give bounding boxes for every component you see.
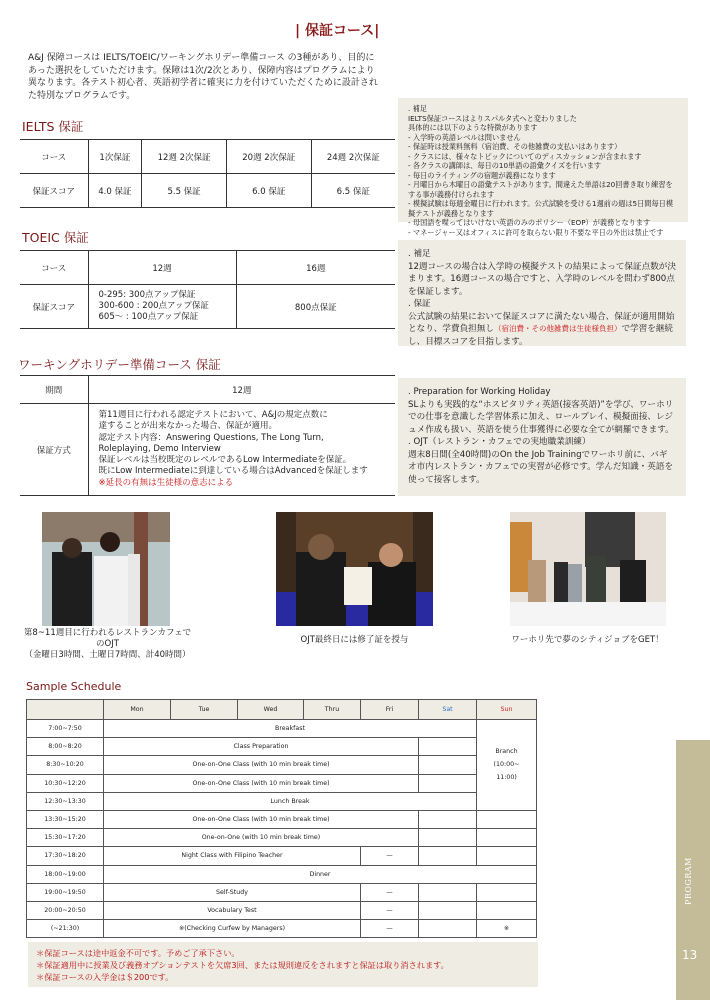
table-cell: 16週 — [236, 251, 395, 285]
sunday-note-line: Branch — [495, 748, 518, 756]
table-cell: 期間 — [20, 376, 88, 404]
ielts-table — [20, 139, 395, 208]
sat-cell — [419, 901, 477, 919]
toeic-heading: TOEIC 保証 — [22, 230, 89, 245]
ielts-note-box — [398, 98, 688, 237]
fri-cell: — — [361, 901, 419, 919]
fri-cell: — — [361, 883, 419, 901]
footnotes-box — [28, 942, 538, 987]
table-cell: 12週 — [88, 376, 395, 404]
schedule-row — [27, 738, 537, 756]
caption-line: 第8~11週目に行われるレストランカフェでのOJT — [23, 628, 192, 649]
sunday-branch-cell — [477, 720, 537, 811]
table-cell — [88, 285, 236, 329]
sat-cell — [419, 847, 477, 865]
table-cell: 1次保証 — [88, 140, 142, 174]
caption-line: （金曜日3時間、土曜日7時間、計40時間） — [24, 650, 191, 660]
wh-period-row — [20, 376, 395, 404]
note-text-part: で学習を継続し、目標スコアを目指します。 — [408, 324, 674, 347]
activity-cell: Class Preparation — [104, 738, 419, 756]
toeic-note-box — [398, 240, 686, 346]
table-cell: 保証スコア — [20, 174, 88, 208]
sun-cell — [477, 901, 537, 919]
photo-restaurant-image — [42, 512, 170, 626]
schedule-row — [27, 774, 537, 792]
sat-cell — [419, 738, 477, 756]
method-line: 達することが出来なかった場合、保証が適用。 — [98, 421, 278, 432]
sat-cell — [419, 756, 477, 774]
footnote: ＊保証適用中に授業及び義務オプションテストを欠席3回、または規則違反をされますと保証は取り消されます。 — [36, 960, 449, 970]
table-cell: 4.0 保証 — [88, 174, 142, 208]
day-thu: Thru — [304, 700, 361, 720]
sun-cell — [477, 883, 537, 901]
time-cell: 10:30~12:20 — [27, 774, 104, 792]
day-sat: Sat — [419, 700, 477, 720]
time-cell: 15:30~17:20 — [27, 829, 104, 847]
time-cell: 19:00~19:50 — [27, 883, 104, 901]
table-cell — [27, 700, 104, 720]
method-line: 第11週目に行われる認定テストにおいて、A&Jの規定点数に — [98, 409, 328, 420]
time-cell: 13:30~15:20 — [27, 810, 104, 828]
fri-cell: — — [361, 920, 419, 938]
sunday-note-line: 11:00) — [496, 774, 517, 782]
table-cell: 保証方式 — [20, 404, 88, 496]
time-cell: 18:00~19:00 — [27, 865, 104, 883]
ielts-score-row — [20, 174, 395, 208]
schedule-row — [27, 720, 537, 738]
activity-cell: One-on-One Class (with 10 min break time) — [104, 756, 419, 774]
time-cell: 8:00~8:20 — [27, 738, 104, 756]
activity-cell: Night Class with Filipino Teacher — [104, 847, 361, 865]
working-holiday-note-box — [398, 378, 686, 496]
note-line: 具体的には以下のような特徴があります — [408, 123, 538, 132]
sat-cell — [419, 883, 477, 901]
method-note-red: ※延長の有無は生徒様の意志による — [98, 477, 234, 488]
photo-city-job-image — [510, 512, 666, 626]
schedule-table — [26, 699, 537, 938]
table-cell: 800点保証 — [236, 285, 395, 329]
note-line: - 各クラスの講師は、毎日の10単語の語彙クイズを行います — [408, 161, 602, 170]
activity-cell: Dinner — [104, 865, 537, 883]
schedule-row — [27, 920, 537, 938]
note-line: - 母国語を喋ってはいけない英語のみのポリシー（EOP）が義務となります — [408, 218, 651, 227]
schedule-row — [27, 883, 537, 901]
activity-cell: Self-Study — [104, 883, 361, 901]
table-cell: 12週 — [88, 251, 236, 285]
sunday-note-line: (10:00~ — [493, 761, 520, 769]
table-cell: コース — [20, 251, 88, 285]
note-text: SLよりも実践的な“ホスピタリティ英語(接客英語)”を学び、ワーホリでの仕事を意識した学習体系に加え、ロールプレイ、模擬面接、レジュメ作成も扱い、英語を使う仕事獲得に必要な全てが網羅できます。 — [408, 399, 674, 435]
note-line: IELTS保証コースはよりスパルタ式へと変わりました — [408, 113, 577, 123]
activity-cell: Vocabulary Test — [104, 901, 361, 919]
note-text-part: 公式試験の結果において保証スコアに満たない場合、保証が適用開始となり、学費負担無し — [408, 311, 675, 334]
schedule-row — [27, 847, 537, 865]
sat-cell — [419, 774, 477, 792]
activity-cell: ※(Checking Curfew by Managers) — [104, 920, 361, 938]
working-holiday-table — [20, 375, 395, 496]
note-title: . Preparation for Working Holiday — [408, 387, 551, 397]
sat-cell — [419, 829, 477, 847]
note-line: - マネージャー又はオフィスに許可を取らない限り不要な平日の外出は禁止です — [408, 227, 664, 237]
note-text: 12週コースの場合は入学時の模擬テストの結果によって保証点数が決まります。16週コースの場合ですと、入学時のレベルを問わず800点を保証します。 — [408, 261, 676, 297]
note-line: - 模擬試験は毎週金曜日に行われます。公式試験を受ける1週前の週は5日間毎日模擬テストが義務となります — [408, 199, 674, 218]
day-tue: Tue — [171, 700, 238, 720]
table-cell: コース — [20, 140, 88, 174]
photo-city-job — [510, 512, 666, 626]
activity-cell: One-on-One Class (with 10 min break time) — [104, 774, 419, 792]
note-line: - 毎日のライティングの宿題が義務になります — [408, 170, 556, 180]
note-line: - 保証時は授業料無料（宿泊費、その他雑費の支払いはあります） — [408, 142, 622, 151]
method-line: Roleplaying, Demo Interview — [98, 443, 221, 454]
score-line: 300-600 : 200点アップ保証 — [98, 301, 209, 311]
day-sun: Sun — [477, 700, 537, 720]
footnote: ＊保証コースの入学金は＄200です。 — [36, 972, 174, 982]
table-cell: 20週 2次保証 — [226, 140, 311, 174]
method-line: 既にLow Intermediateに到達している場合はAdvancedを保証します — [98, 466, 368, 477]
note-line: - 入学時の英語レベルは問いません — [408, 132, 521, 142]
table-cell: 5.5 保証 — [142, 174, 227, 208]
time-cell: 20:00~20:50 — [27, 901, 104, 919]
sat-cell — [419, 810, 477, 828]
schedule-header-row — [27, 700, 537, 720]
photo-caption-3: ワーホリ先で夢のシティジョブをGET！ — [511, 635, 664, 645]
time-cell: 8:30~10:20 — [27, 756, 104, 774]
sun-cell — [477, 829, 537, 847]
page-title: | 保証コース| — [295, 23, 380, 39]
day-wed: Wed — [238, 700, 304, 720]
schedule-row — [27, 829, 537, 847]
schedule-row — [27, 792, 537, 810]
note-text: 週末8日間(全40時間)のOn the Job Trainingでワーホリ前に、バギオ市内レストラン・カフェでの実習が必修です。学んだ知識・英語を使って接客します。 — [408, 449, 674, 485]
note-text-red: （宿泊費・その他雑費は生徒様負担） — [493, 324, 622, 333]
fri-cell: — — [361, 847, 419, 865]
table-cell: 12週 2次保証 — [142, 140, 227, 174]
table-cell: 6.0 保証 — [226, 174, 311, 208]
schedule-row — [27, 810, 537, 828]
toeic-course-row — [20, 251, 395, 285]
schedule-heading: Sample Schedule — [26, 680, 122, 693]
side-tab — [676, 740, 710, 1000]
note-title: . OJT（レストラン・カフェでの実地職業訓練） — [408, 437, 591, 447]
table-cell: 24週 2次保証 — [311, 140, 395, 174]
table-cell — [88, 404, 395, 496]
score-line: 0-295: 300点アップ保証 — [98, 290, 196, 300]
ielts-course-row — [20, 140, 395, 174]
sun-cell: ※ — [477, 920, 537, 938]
day-fri: Fri — [361, 700, 419, 720]
photo-caption-2: OJT最終日には修了証を授与 — [300, 635, 409, 645]
time-cell: 12:30~13:30 — [27, 792, 104, 810]
note-text — [408, 311, 676, 349]
activity-cell: One-on-One (with 10 min break time) — [104, 829, 419, 847]
schedule-row — [27, 756, 537, 774]
photo-restaurant-ojt — [42, 512, 170, 626]
note-line: - クラスには、様々なトピックについてのディスカッションが含まれます — [408, 151, 642, 161]
intro-paragraph: A&J 保障コースは IELTS/TOEIC/ワーキングホリデー準備コース の3種があり、目的にあった選択をしていただけます。保障は1次/2次とあり、保障内容はプログラムにより異なります。各テスト初心者、英語初学者に確実に力を付けていただくために設計された特別なプログラムです。 — [28, 53, 378, 101]
method-line: 認定テスト内容：Answering Questions, The Long Turn, — [98, 432, 324, 443]
photo-caption-1 — [20, 628, 195, 661]
activity-cell: One-on-One Class (with 10 min break time) — [104, 810, 419, 828]
side-tab-label: PROGRAM — [684, 857, 693, 905]
activity-cell: Breakfast — [104, 720, 477, 738]
score-line: 605〜 : 100点アップ保証 — [98, 312, 199, 322]
note-title: . 補足 — [408, 104, 427, 113]
day-mon: Mon — [104, 700, 171, 720]
note-title: . 補足 — [408, 249, 431, 259]
method-line: 保証レベルは当校既定のレベルであるLow Intermediateを保証。 — [98, 455, 352, 466]
sun-cell — [477, 810, 537, 828]
toeic-score-row — [20, 285, 395, 329]
time-cell: 7:00~7:50 — [27, 720, 104, 738]
sat-cell — [419, 920, 477, 938]
time-cell: 17:30~18:20 — [27, 847, 104, 865]
page-number: 13 — [682, 948, 698, 962]
wh-method-row — [20, 404, 395, 496]
time-cell: (~21:30) — [27, 920, 104, 938]
table-cell: 6.5 保証 — [311, 174, 395, 208]
working-holiday-heading: ワーキングホリデー準備コース 保証 — [18, 357, 221, 372]
note-title: . 保証 — [408, 299, 431, 309]
ielts-heading: IELTS 保証 — [22, 119, 84, 134]
table-cell: 保証スコア — [20, 285, 88, 329]
activity-cell: Lunch Break — [104, 792, 477, 810]
toeic-table — [20, 250, 395, 329]
schedule-row — [27, 901, 537, 919]
sun-cell — [477, 847, 537, 865]
schedule-row — [27, 865, 537, 883]
footnote: ＊保証コースは途中返金不可です。予めご了承下さい。 — [36, 948, 240, 958]
photo-certificate — [276, 512, 433, 626]
photo-certificate-image — [276, 512, 433, 626]
note-line: - 月曜日から木曜日の語彙テストがあります。間違えた単語は20回書き取り練習をする事が義務付けられます — [408, 180, 673, 199]
